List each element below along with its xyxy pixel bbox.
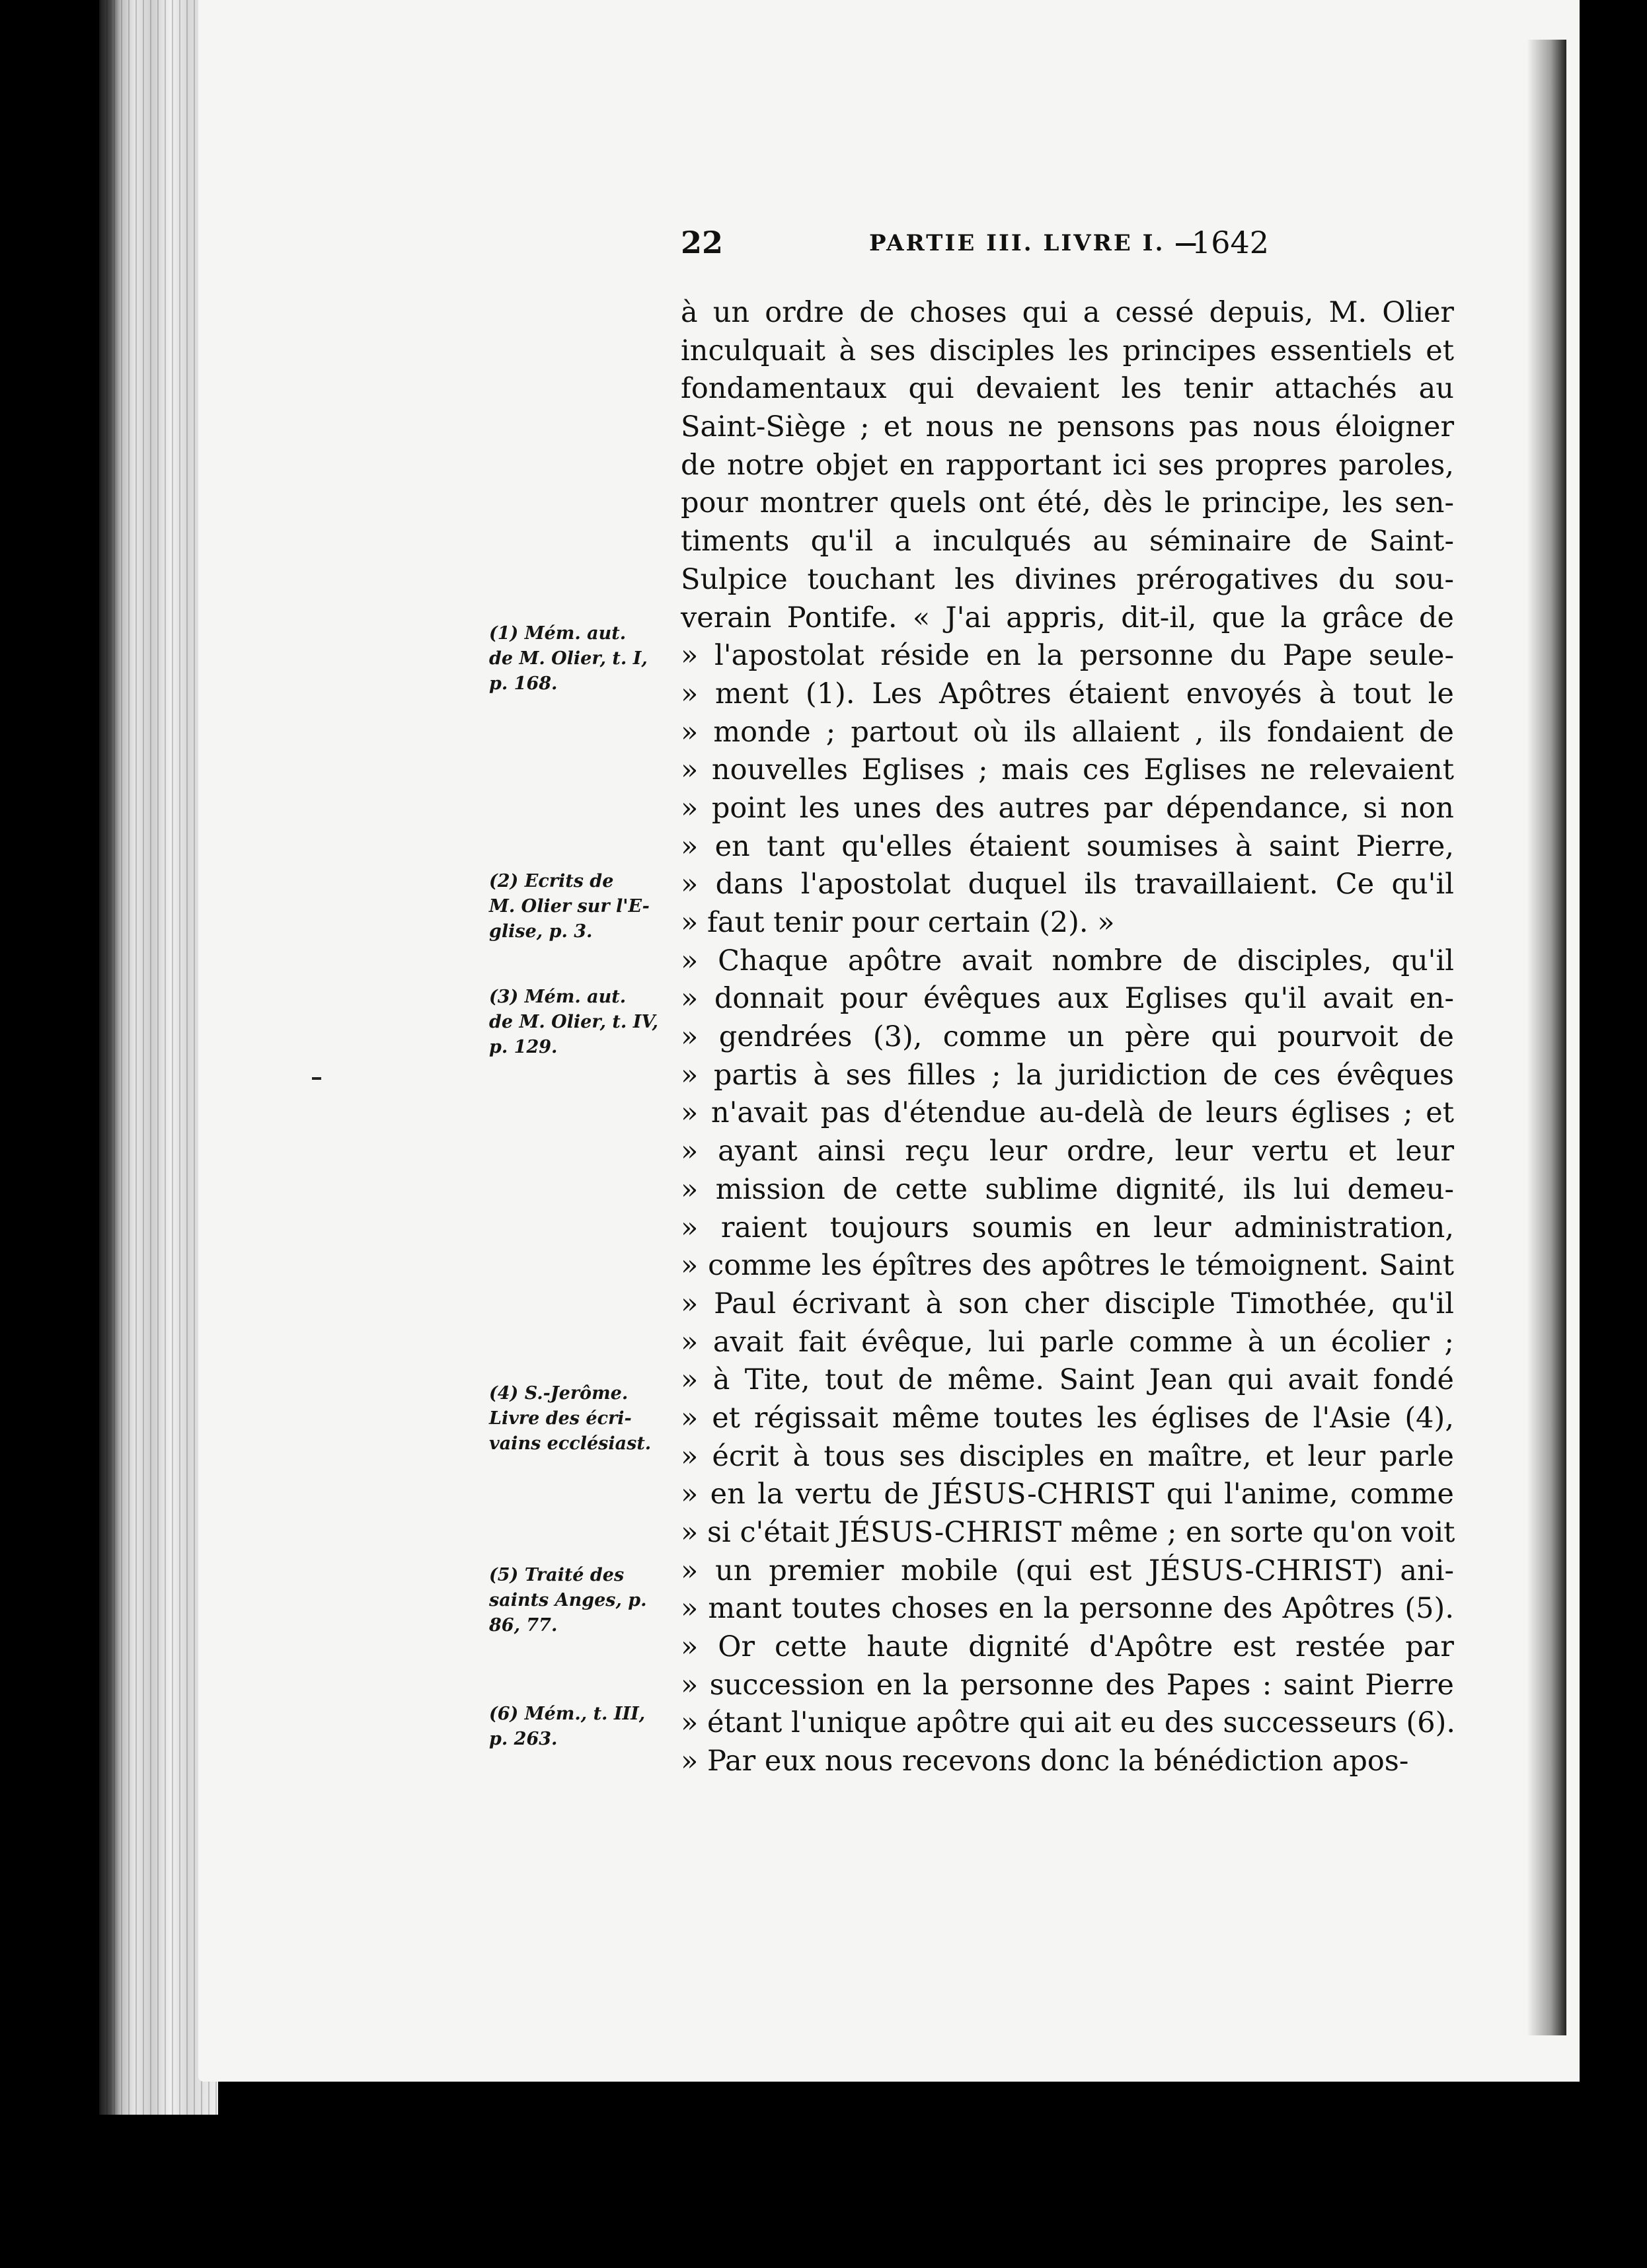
text-line: » monde ; partout où ils allaient , ils fondaient de: [681, 715, 1454, 749]
text-line: » succession en la personne des Papes : saint Pierre: [681, 1668, 1454, 1702]
margin-note-line: M. Olier sur l'E-: [489, 896, 650, 917]
margin-note-line: (1) Mém. aut.: [489, 623, 627, 644]
text-line: » mission de cette sublime dignité, ils lui demeu-: [681, 1172, 1454, 1206]
margin-note: [489, 1563, 674, 1638]
text-line: » faut tenir pour certain (2). »: [681, 906, 1115, 939]
margin-note: [489, 985, 674, 1060]
text-line: » Paul écrivant à son cher disciple Timothée, qu'il: [681, 1287, 1454, 1320]
margin-note-line: (6) Mém., t. III,: [489, 1704, 646, 1724]
margin-note-line: (2) Ecrits de: [489, 871, 614, 891]
text-line: Saint-Siège ; et nous ne pensons pas nous éloigner: [681, 410, 1454, 444]
text-line: » et régissait même toutes les églises de l'Asie (4),: [681, 1401, 1454, 1435]
text-line: » en tant qu'elles étaient soumises à saint Pierre,: [681, 829, 1454, 863]
text-line: » étant l'unique apôtre qui ait eu des successeurs (6).: [681, 1706, 1456, 1740]
margin-note-line: p. 129.: [489, 1037, 558, 1057]
margin-mark: [312, 1077, 321, 1080]
text-line: verain Pontife. « J'ai appris, dit-il, que la grâce de: [681, 601, 1454, 634]
text-line: » en la vertu de JÉSUS-CHRIST qui l'anime, comme: [681, 1478, 1454, 1511]
text-line: » écrit à tous ses disciples en maître, et leur parle: [681, 1439, 1454, 1473]
body-text: [681, 294, 1454, 1781]
text-line: » partis à ses filles ; la juridiction de ces évêques: [681, 1058, 1454, 1092]
margin-note: [489, 1702, 674, 1752]
margin-note-line: vains ecclésiast.: [489, 1433, 652, 1454]
text-line: » à Tite, tout de même. Saint Jean qui avait fondé: [681, 1363, 1454, 1397]
text-line: » n'avait pas d'étendue au-delà de leurs églises ; et: [681, 1096, 1454, 1130]
text-line: de notre objet en rapportant ici ses propres paroles,: [681, 448, 1454, 482]
text-line: » mant toutes choses en la personne des Apôtres (5).: [681, 1592, 1454, 1626]
text-line: Sulpice touchant les divines prérogatives du sou-: [681, 562, 1454, 596]
text-line: » un premier mobile (qui est JÉSUS-CHRIST) ani-: [681, 1554, 1454, 1587]
text-line: timents qu'il a inculqués au séminaire de Saint-: [681, 525, 1454, 558]
text-line: » ment (1). Les Apôtres étaient envoyés à tout le: [681, 677, 1454, 710]
page-number: 22: [681, 225, 724, 260]
text-line: » ayant ainsi reçu leur ordre, leur vertu et leur: [681, 1135, 1454, 1168]
margin-note-line: 86, 77.: [489, 1615, 558, 1636]
text-line: » nouvelles Eglises ; mais ces Eglises ne relevaient: [681, 753, 1454, 787]
margin-note-line: p. 168.: [489, 673, 558, 694]
text-line: » raient toujours soumis en leur administration,: [681, 1211, 1454, 1244]
text-line: » l'apostolat réside en la personne du Pape seule-: [681, 639, 1454, 673]
running-year: 1642: [1191, 225, 1269, 260]
margin-note-line: de M. Olier, t. I,: [489, 648, 648, 669]
running-head: [681, 225, 1276, 271]
text-line: » donnait pour évêques aux Eglises qu'il avait en-: [681, 982, 1454, 1016]
margin-note-line: de M. Olier, t. IV,: [489, 1012, 658, 1032]
text-line: » gendrées (3), comme un père qui pourvoit de: [681, 1020, 1454, 1054]
text-line: fondamentaux qui devaient les tenir attachés au: [681, 372, 1454, 406]
text-line: » Chaque apôtre avait nombre de disciples, qu'il: [681, 944, 1454, 977]
margin-note-line: Livre des écri-: [489, 1408, 632, 1429]
text-line: à un ordre de choses qui a cessé depuis, M. Olier: [681, 296, 1454, 329]
margin-note-line: p. 263.: [489, 1729, 558, 1749]
text-line: pour montrer quels ont été, dès le principe, les sen-: [681, 486, 1454, 520]
margin-note: [489, 1381, 674, 1456]
margin-note-line: (4) S.-Jerôme.: [489, 1383, 629, 1404]
margin-note: [489, 621, 674, 697]
text-line: » si c'était JÉSUS-CHRIST même ; en sorte qu'on voit: [681, 1516, 1455, 1549]
text-line: » Or cette haute dignité d'Apôtre est restée par: [681, 1630, 1454, 1664]
text-line: inculquait à ses disciples les principes essentiels et: [681, 334, 1454, 367]
text-line: » comme les épîtres des apôtres le témoignent. Saint: [681, 1249, 1454, 1283]
running-title: PARTIE III. LIVRE I. —: [869, 230, 1200, 256]
margin-note-line: saints Anges, p.: [489, 1590, 647, 1610]
margin-note-line: (5) Traité des: [489, 1565, 625, 1585]
gutter-shadow: [1527, 40, 1566, 2035]
text-line: » Par eux nous recevons donc la bénédiction apos-: [681, 1745, 1409, 1778]
margin-note-line: (3) Mém. aut.: [489, 987, 627, 1007]
text-line: » avait fait évêque, lui parle comme à un écolier ;: [681, 1325, 1454, 1359]
text-line: » dans l'apostolat duquel ils travaillaient. Ce qu'il: [681, 868, 1454, 901]
margin-note: [489, 869, 674, 944]
text-line: » point les unes des autres par dépendance, si non: [681, 791, 1454, 825]
margin-note-line: glise, p. 3.: [489, 921, 593, 942]
